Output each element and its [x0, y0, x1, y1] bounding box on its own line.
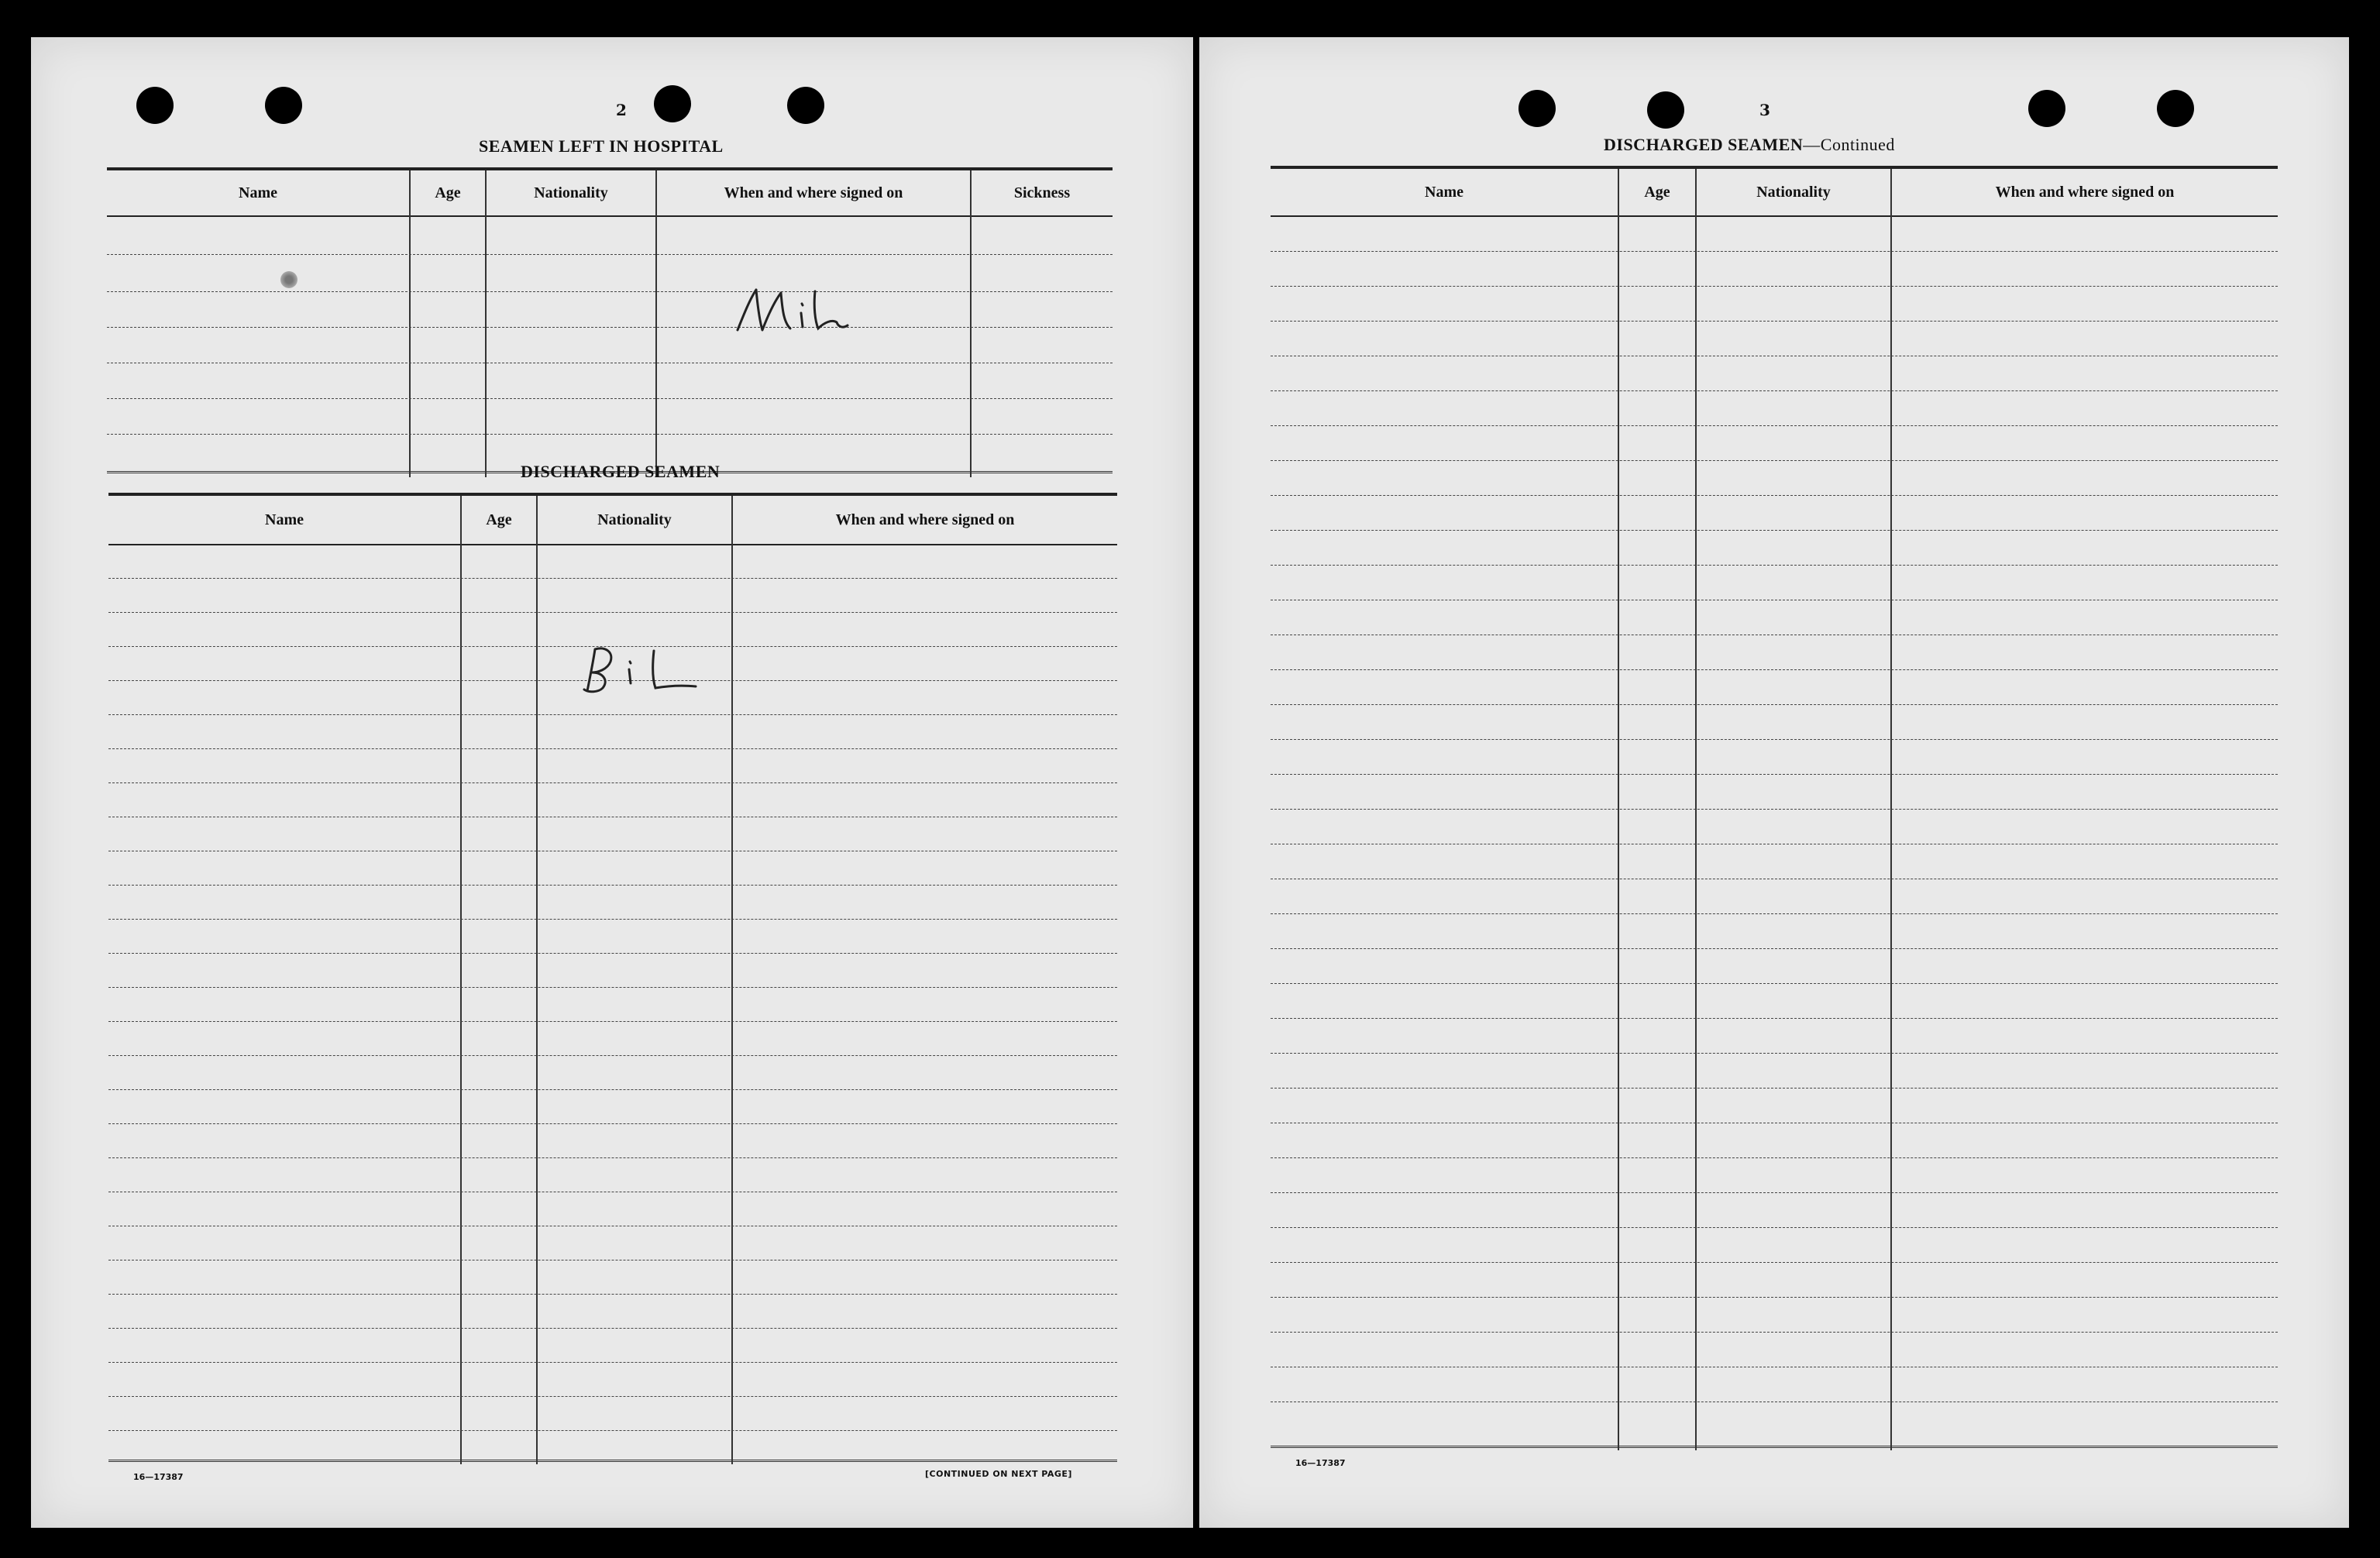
table-row [1271, 1088, 2278, 1089]
table-row [1271, 1192, 2278, 1193]
table-row [107, 291, 1113, 292]
table-row [108, 1055, 1117, 1056]
table-row [1271, 251, 2278, 252]
table-row [108, 578, 1117, 579]
table-row [1271, 704, 2278, 705]
column-header-nationality: Nationality [1756, 183, 1831, 201]
column-header-age: Age [435, 184, 461, 201]
punch-hole [2157, 90, 2194, 127]
punch-hole [787, 87, 824, 124]
table-row [1271, 565, 2278, 566]
table-row [108, 748, 1117, 749]
column-header-signed-on: When and where signed on [1995, 183, 2175, 201]
hospital-section-title: SEAMEN LEFT IN HOSPITAL [479, 136, 724, 156]
table-row [1271, 1053, 2278, 1054]
table-row [1271, 809, 2278, 810]
table-row [1271, 321, 2278, 322]
table-row [108, 1157, 1117, 1158]
table-row [1271, 669, 2278, 670]
column-divider [460, 496, 462, 1464]
page-number: 3 [1759, 101, 1770, 119]
table-row [1271, 495, 2278, 496]
punch-hole [1647, 91, 1684, 129]
column-divider [1890, 169, 1892, 1450]
table-row [107, 398, 1113, 399]
discharged-section-title: DISCHARGED SEAMEN [521, 462, 721, 481]
column-divider [1695, 169, 1697, 1450]
form-number: 16—17387 [133, 1472, 184, 1482]
table-row [107, 434, 1113, 435]
table-row [1271, 530, 2278, 531]
table-row [1271, 1297, 2278, 1298]
column-divider [409, 170, 411, 477]
table-row [107, 254, 1113, 255]
table-row [108, 612, 1117, 613]
table-row [1271, 390, 2278, 391]
table-row [1271, 913, 2278, 914]
table-row [1271, 739, 2278, 740]
ink-blot [280, 271, 298, 288]
table-row [108, 782, 1117, 783]
handwritten-nil-text: Nil [572, 641, 573, 642]
handwritten-nil [727, 284, 874, 346]
discharged-continued-title-suffix: —Continued [1803, 135, 1895, 154]
discharged-table-header [108, 496, 1117, 545]
table-row [108, 1430, 1117, 1431]
table-row [108, 1260, 1117, 1261]
column-header-name: Name [1425, 183, 1463, 201]
table-row [1271, 425, 2278, 426]
column-divider [970, 170, 972, 477]
column-header-signed-on: When and where signed on [835, 511, 1015, 528]
table-row [108, 885, 1117, 886]
column-divider [655, 170, 657, 477]
table-row [1271, 286, 2278, 287]
column-divider [485, 170, 487, 477]
table-row [108, 1089, 1117, 1090]
right-page [1199, 37, 2349, 1528]
table-row [1271, 1332, 2278, 1333]
table-row [108, 953, 1117, 954]
table-row [108, 987, 1117, 988]
continued-note: [CONTINUED ON NEXT PAGE] [925, 1469, 1072, 1479]
column-divider [731, 496, 733, 1464]
table-row [1271, 1018, 2278, 1019]
table-row [1271, 948, 2278, 949]
hospital-table-header [107, 170, 1113, 217]
page-number: 2 [616, 101, 627, 119]
handwritten-nil [572, 641, 711, 703]
table-row [108, 1362, 1117, 1363]
column-header-sickness: Sickness [1013, 184, 1071, 201]
discharged-continued-table [1271, 166, 2278, 1457]
punch-hole [265, 87, 302, 124]
table-row [108, 1021, 1117, 1022]
table-row [108, 1123, 1117, 1124]
column-header-name: Name [265, 511, 304, 528]
table-row [108, 1294, 1117, 1295]
discharged-continued-title-main: DISCHARGED SEAMEN [1604, 135, 1804, 154]
punch-hole [2028, 90, 2065, 127]
column-header-nationality: Nationality [597, 511, 672, 528]
table-row [107, 327, 1113, 328]
punch-hole [654, 85, 691, 122]
table-row [1271, 1262, 2278, 1263]
punch-hole [136, 87, 174, 124]
column-header-nationality: Nationality [534, 184, 608, 201]
table-row [1271, 460, 2278, 461]
column-header-name: Name [239, 184, 277, 201]
table-row [1271, 1227, 2278, 1228]
discharged-continued-table-header [1271, 169, 2278, 217]
punch-hole [1518, 90, 1556, 127]
discharged-table [108, 493, 1117, 1470]
column-divider [1618, 169, 1619, 1450]
discharged-continued-title [1604, 135, 1895, 155]
table-row [108, 1396, 1117, 1397]
table-bottom-rule [1271, 1446, 2278, 1448]
column-header-age: Age [1644, 183, 1670, 201]
form-number: 16—17387 [1295, 1458, 1346, 1468]
table-row [108, 919, 1117, 920]
table-row [1271, 774, 2278, 775]
hospital-table [107, 167, 1113, 483]
left-page [31, 37, 1193, 1528]
column-divider [536, 496, 538, 1464]
column-header-signed-on: When and where signed on [724, 184, 903, 201]
table-row [1271, 1157, 2278, 1158]
table-row [1271, 983, 2278, 984]
table-bottom-rule [108, 1460, 1117, 1462]
column-header-age: Age [486, 511, 512, 528]
table-row [108, 1328, 1117, 1329]
table-row [108, 714, 1117, 715]
